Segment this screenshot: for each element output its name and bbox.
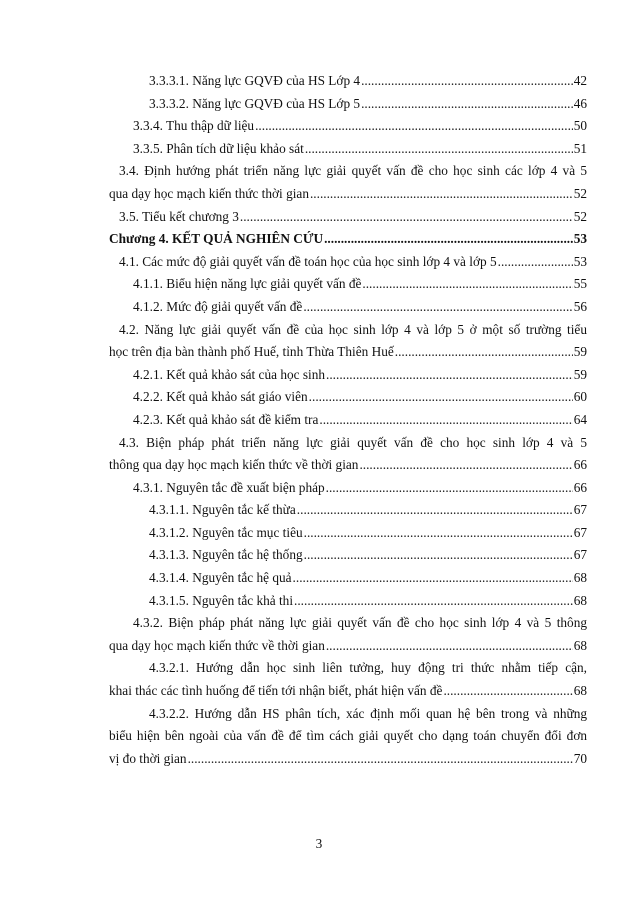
toc-entry-page: 67 [573, 502, 587, 518]
toc-entry-title: học trên địa bàn thành phố Huế, tỉnh Thừa Thiên Huế [109, 344, 394, 360]
dot-leader [240, 206, 573, 229]
toc-entry-page: 51 [573, 140, 587, 156]
toc-entry[interactable] [109, 160, 587, 205]
toc-entry-title-line: 3.4. Định hướng phát triển năng lực giải quyết vấn đề cho học sinh các lớp 4 và 5 [119, 163, 587, 179]
dot-leader [294, 590, 573, 613]
toc-entry-title: 3.3.3.1. Năng lực GQVĐ của HS Lớp 4 [149, 73, 361, 88]
page-number: 3 [315, 836, 323, 851]
toc-entry-title: 4.3.1.4. Nguyên tắc hệ quả [149, 570, 292, 586]
toc-entry-title: 3.3.3.2. Năng lực GQVĐ của HS Lớp 5 [149, 95, 361, 111]
toc-entry[interactable] [109, 296, 587, 319]
toc-entry-title: 3.3.4. Thu thập dữ liệu [133, 118, 255, 134]
dot-leader [319, 409, 572, 432]
toc-entry[interactable] [109, 477, 587, 500]
dot-leader [498, 251, 573, 274]
toc-entry-title: vị đo thời gian [109, 750, 187, 766]
dot-leader [255, 115, 573, 138]
dot-leader [443, 680, 572, 703]
dot-leader [324, 228, 573, 251]
toc-entry-page: 50 [573, 118, 587, 134]
toc-entry-title: 4.3.1.2. Nguyên tắc mục tiêu [149, 524, 303, 540]
toc-entry[interactable] [109, 228, 587, 251]
toc-entry-page: 70 [573, 750, 587, 766]
dot-leader [303, 296, 572, 319]
toc-entry-title: qua dạy học mạch kiến thức thời gian [109, 185, 309, 201]
toc-entry-page: 52 [573, 185, 587, 201]
toc-entry-title: khai thác các tình huống để tiến tới nhận biết, phát hiện vấn đề [109, 683, 443, 699]
toc-entry[interactable] [109, 93, 587, 116]
toc-entry[interactable] [109, 206, 587, 229]
dot-leader [326, 364, 573, 387]
toc-entry-page: 68 [573, 683, 587, 699]
toc-entry-page: 52 [573, 208, 587, 224]
toc-entry-title: 4.3.1.1. Nguyên tắc kế thừa [149, 502, 296, 518]
toc-entry-title: 4.1.2. Mức độ giải quyết vấn đề [133, 298, 303, 314]
toc-entry-title-line: biểu hiện bên ngoài của vấn đề để tìm cách giải quyết cho dạng toán chuyển đổi đơn [109, 728, 587, 744]
table-of-contents [109, 70, 587, 770]
dot-leader [326, 635, 573, 658]
dot-leader [304, 522, 573, 545]
toc-entry[interactable] [109, 251, 587, 274]
toc-entry[interactable] [109, 590, 587, 613]
toc-entry-title: qua dạy học mạch kiến thức về thời gian [109, 637, 325, 653]
toc-entry-title: 4.2.3. Kết quả khảo sát đề kiểm tra [133, 411, 319, 427]
toc-entry-title: 4.3.1. Nguyên tắc đề xuất biện pháp [133, 479, 325, 495]
toc-entry[interactable] [109, 567, 587, 590]
toc-entry-title: thông qua dạy học mạch kiến thức về thời gian [109, 457, 359, 473]
toc-entry-title: Chương 4. KẾT QUẢ NGHIÊN CỨU [109, 231, 324, 247]
dot-leader [293, 567, 573, 590]
toc-entry-page: 53 [573, 231, 587, 247]
toc-entry-page: 68 [573, 592, 587, 608]
toc-entry[interactable] [109, 703, 587, 771]
toc-entry-title: 4.3.1.5. Nguyên tắc khả thi [149, 592, 294, 608]
toc-entry[interactable] [109, 499, 587, 522]
toc-entry[interactable] [109, 432, 587, 477]
toc-entry-page: 68 [573, 570, 587, 586]
toc-entry-title: 4.1.1. Biểu hiện năng lực giải quyết vấn đề [133, 276, 362, 292]
toc-entry-page: 67 [573, 524, 587, 540]
toc-entry-title: 4.3.1.3. Nguyên tắc hệ thống [149, 547, 303, 563]
toc-entry[interactable] [109, 657, 587, 702]
toc-entry-title: 4.1. Các mức độ giải quyết vấn đề toán học của học sinh lớp 4 và lớp 5 [119, 253, 497, 269]
toc-entry-page: 59 [573, 344, 587, 360]
toc-entry-title-line: 4.3.2.2. Hướng dẫn HS phân tích, xác định mối quan hệ bên trong và những [149, 705, 587, 721]
toc-entry-title: 3.5. Tiểu kết chương 3 [119, 208, 239, 224]
toc-entry[interactable] [109, 138, 587, 161]
toc-entry[interactable] [109, 612, 587, 657]
toc-entry[interactable] [109, 319, 587, 364]
toc-entry[interactable] [109, 544, 587, 567]
dot-leader [310, 183, 573, 206]
toc-entry-title-line: 4.3.2. Biện pháp phát năng lực giải quyết vấn đề cho học sinh lớp 4 và 5 thông [133, 615, 587, 631]
dot-leader [304, 544, 573, 567]
toc-entry-page: 46 [573, 95, 587, 111]
dot-leader [362, 273, 572, 296]
toc-entry-page: 42 [573, 73, 587, 88]
toc-entry[interactable] [109, 70, 587, 93]
toc-entry-page: 67 [573, 547, 587, 563]
toc-entry[interactable] [109, 522, 587, 545]
dot-leader [395, 341, 573, 364]
toc-entry-title-line: 4.3.2.1. Hướng dẫn học sinh liên tưởng, huy động tri thức nhằm tiếp cận, [149, 660, 587, 676]
dot-leader [297, 499, 573, 522]
toc-entry-page: 59 [573, 366, 587, 382]
toc-entry-title: 4.2.2. Kết quả khảo sát giáo viên [133, 389, 308, 405]
toc-entry-page: 66 [573, 457, 587, 473]
toc-entry-page: 55 [573, 276, 587, 292]
toc-entry-title-line: 4.3. Biện pháp phát triển năng lực giải quyết vấn đề cho học sinh lớp 4 và 5 [119, 434, 587, 450]
toc-entry[interactable] [109, 115, 587, 138]
dot-leader [309, 386, 573, 409]
toc-entry[interactable] [109, 273, 587, 296]
dot-leader [326, 477, 573, 500]
toc-entry-page: 53 [573, 253, 587, 269]
toc-entry-page: 56 [573, 298, 587, 314]
toc-entry-page: 60 [573, 389, 587, 405]
dot-leader [305, 138, 573, 161]
dot-leader [359, 454, 572, 477]
toc-entry-page: 68 [573, 637, 587, 653]
toc-entry[interactable] [109, 364, 587, 387]
dot-leader [361, 93, 573, 116]
toc-entry-title: 4.2.1. Kết quả khảo sát của học sinh [133, 366, 326, 382]
toc-entry[interactable] [109, 386, 587, 409]
dot-leader [188, 748, 573, 771]
toc-entry-page: 64 [573, 411, 587, 427]
toc-entry-page: 66 [573, 479, 587, 495]
toc-entry-title-line: 4.2. Năng lực giải quyết vấn đề của học sinh lớp 4 và lớp 5 ở một số trường tiểu [119, 321, 587, 337]
dot-leader [361, 70, 573, 93]
toc-entry[interactable] [109, 409, 587, 432]
toc-entry-title: 3.3.5. Phân tích dữ liệu khảo sát [133, 140, 304, 156]
